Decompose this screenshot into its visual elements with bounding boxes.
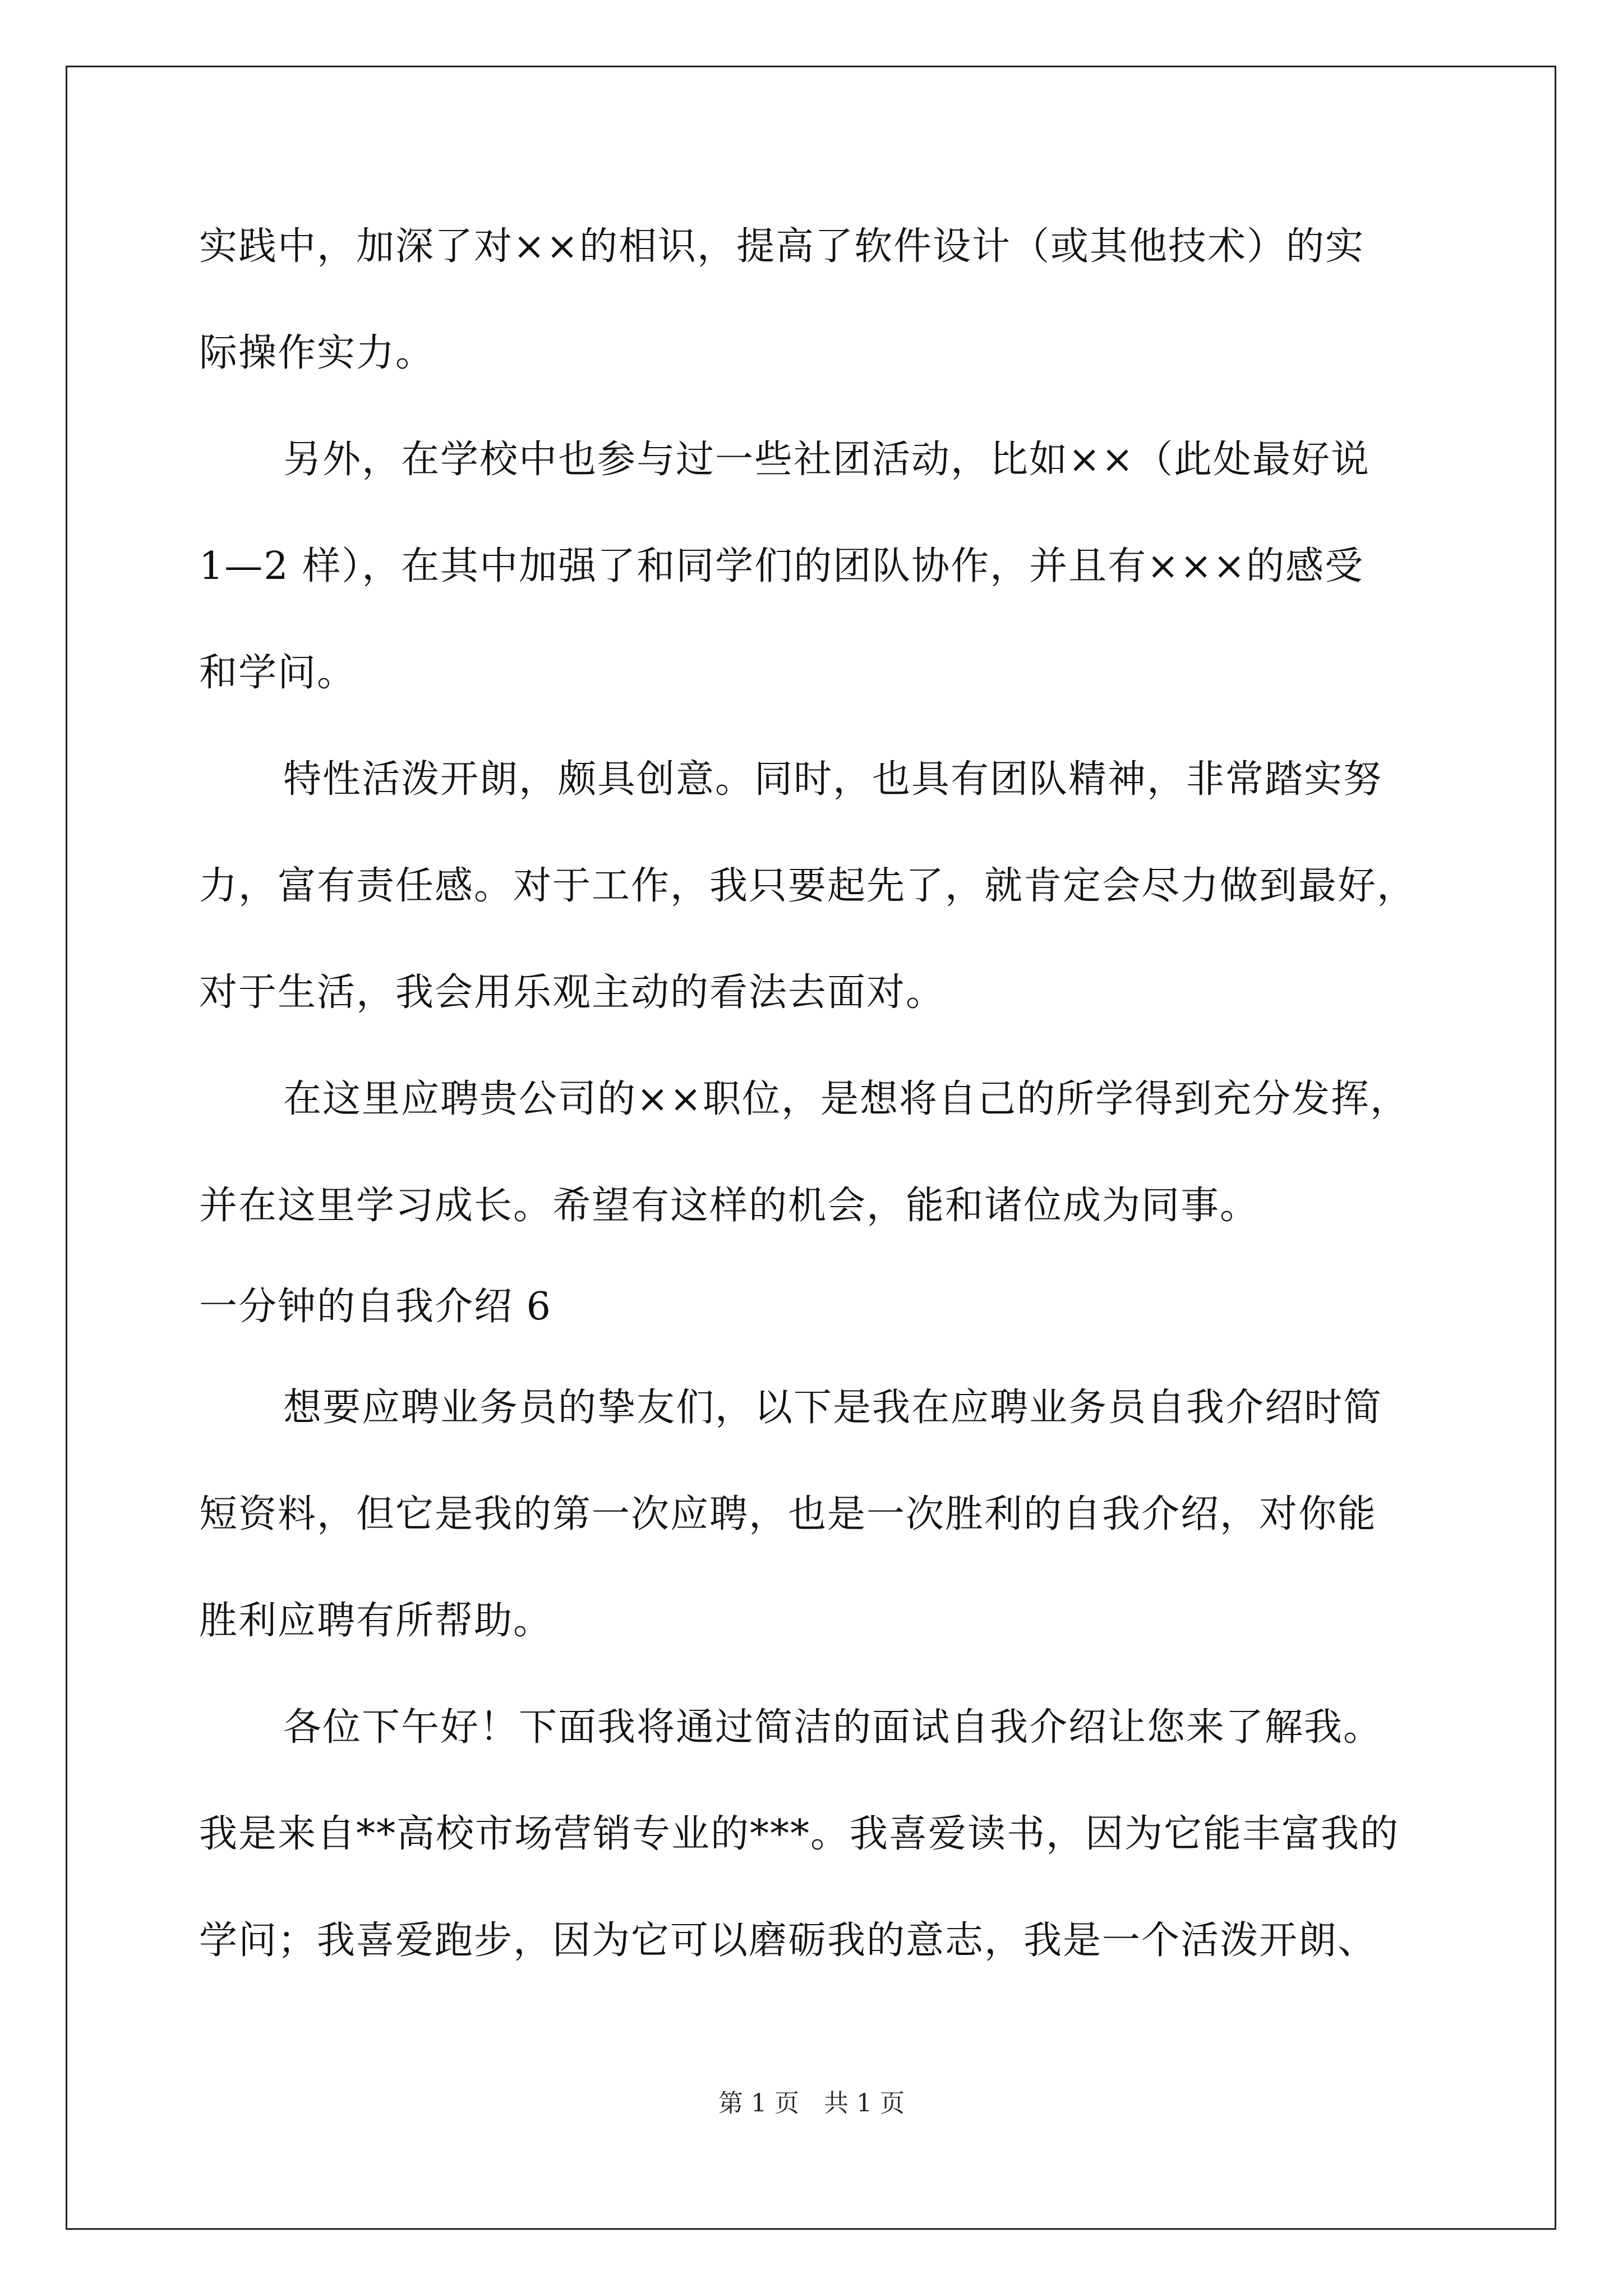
text-line: 1—2 样），在其中加强了和同学们的团队协作，并且有×××的感受 bbox=[199, 544, 1364, 588]
page-border bbox=[66, 66, 1556, 2230]
text-line: 力，富有责任感。对于工作，我只要起先了，就肯定会尽力做到最好， bbox=[199, 864, 1417, 908]
paragraph-start-line: 想要应聘业务员的挚友们，以下是我在应聘业务员自我介绍时简 bbox=[283, 1386, 1383, 1430]
paragraph-start-line: 在这里应聘贵公司的××职位，是想将自己的所学得到充分发挥， bbox=[283, 1077, 1409, 1121]
text-line: 我是来自**高校市场营销专业的***。我喜爱读书，因为它能丰富我的 bbox=[199, 1812, 1400, 1856]
text-line: 并在这里学习成长。希望有这样的机会，能和诸位成为同事。 bbox=[199, 1184, 1260, 1228]
page-footer: 第 1 页 共 1 页 bbox=[718, 2089, 905, 2118]
text-line: 短资料，但它是我的第一次应聘，也是一次胜利的自我介绍，对你能 bbox=[199, 1492, 1377, 1536]
text-line: 学问；我喜爱跑步，因为它可以磨砺我的意志，我是一个活泼开朗、 bbox=[199, 1918, 1377, 1963]
paragraph-start-line: 各位下午好！下面我将通过简洁的面试自我介绍让您来了解我。 bbox=[283, 1705, 1383, 1750]
text-line: 对于生活，我会用乐观主动的看法去面对。 bbox=[199, 970, 946, 1015]
section-heading: 一分钟的自我介绍 6 bbox=[199, 1285, 552, 1329]
paragraph-start-line: 特性活泼开朗，颇具创意。同时，也具有团队精神，非常踏实努 bbox=[283, 757, 1383, 802]
text-line: 际操作实力。 bbox=[199, 331, 435, 375]
text-line: 胜利应聘有所帮助。 bbox=[199, 1599, 553, 1643]
paragraph-start-line: 另外，在学校中也参与过一些社团活动，比如××（此处最好说 bbox=[283, 438, 1370, 482]
text-line: 和学问。 bbox=[199, 651, 357, 695]
text-line: 实践中，加深了对××的相识，提高了软件设计（或其他技术）的实 bbox=[199, 224, 1364, 269]
